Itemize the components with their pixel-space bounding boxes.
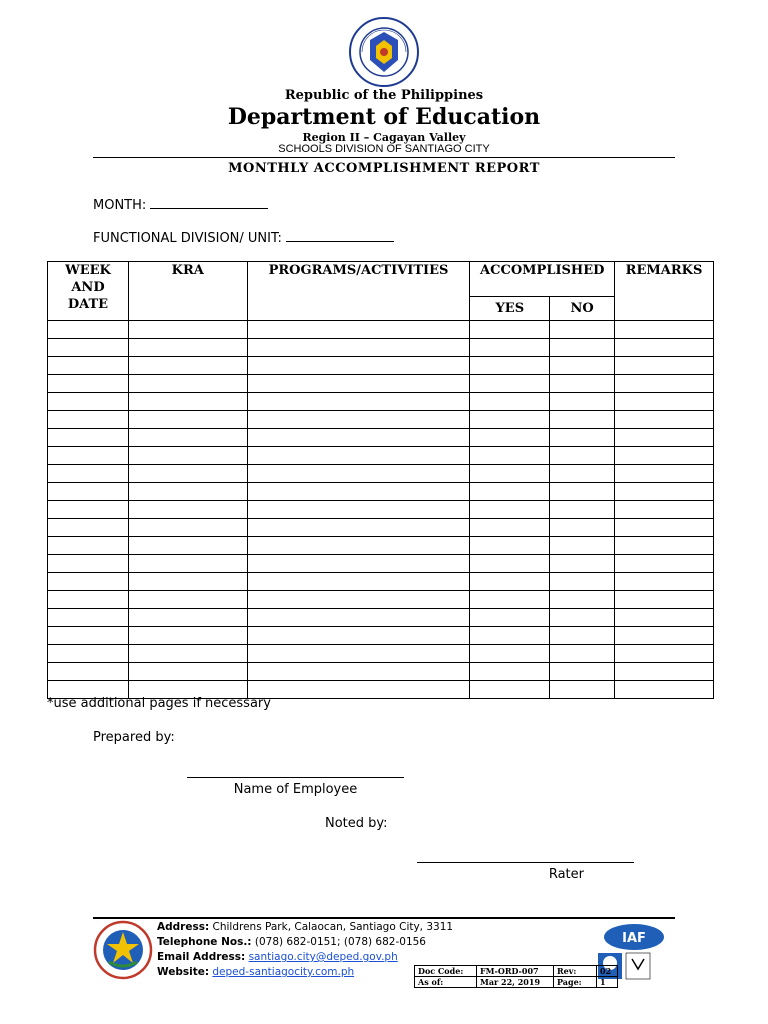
deped-seal-icon bbox=[348, 16, 420, 88]
cell-yes[interactable] bbox=[470, 411, 550, 429]
cell-kra[interactable] bbox=[128, 609, 247, 627]
month-field bbox=[93, 195, 268, 213]
header-yes: YES bbox=[470, 296, 550, 320]
cell-yes[interactable] bbox=[470, 555, 550, 573]
cell-programs[interactable] bbox=[247, 339, 470, 357]
cell-yes[interactable] bbox=[470, 447, 550, 465]
cell-yes[interactable] bbox=[470, 609, 550, 627]
address-value: Childrens Park, Calaocan, Santiago City, 3311 bbox=[212, 921, 454, 933]
header-week-date: WEEK AND DATE bbox=[48, 262, 129, 321]
cell-kra[interactable] bbox=[128, 357, 247, 375]
table-row bbox=[48, 537, 714, 555]
cell-programs[interactable] bbox=[247, 681, 470, 699]
cell-week-date[interactable] bbox=[48, 501, 129, 519]
cell-no[interactable] bbox=[550, 609, 615, 627]
cell-remarks[interactable] bbox=[615, 591, 714, 609]
table-body bbox=[48, 321, 714, 699]
cell-no[interactable] bbox=[550, 375, 615, 393]
unit-input-line[interactable] bbox=[286, 228, 394, 242]
cell-week-date[interactable] bbox=[48, 447, 129, 465]
cell-kra[interactable] bbox=[128, 411, 247, 429]
cell-no[interactable] bbox=[550, 519, 615, 537]
cell-remarks[interactable] bbox=[615, 321, 714, 339]
cell-programs[interactable] bbox=[247, 411, 470, 429]
cell-no[interactable] bbox=[550, 393, 615, 411]
cell-week-date[interactable] bbox=[48, 357, 129, 375]
cell-remarks[interactable] bbox=[615, 501, 714, 519]
cell-kra[interactable] bbox=[128, 375, 247, 393]
cell-yes[interactable] bbox=[470, 519, 550, 537]
cell-yes[interactable] bbox=[470, 393, 550, 411]
cell-kra[interactable] bbox=[128, 321, 247, 339]
header-kra: KRA bbox=[128, 262, 247, 321]
cell-week-date[interactable] bbox=[48, 321, 129, 339]
cell-programs[interactable] bbox=[247, 321, 470, 339]
cell-week-date[interactable] bbox=[48, 591, 129, 609]
noted-by-label: Noted by: bbox=[325, 816, 388, 831]
doc-code-value: FM-ORD-007 bbox=[477, 966, 554, 977]
cell-programs[interactable] bbox=[247, 663, 470, 681]
cell-programs[interactable] bbox=[247, 501, 470, 519]
table-row bbox=[48, 357, 714, 375]
unit-field bbox=[93, 228, 394, 246]
cell-programs[interactable] bbox=[247, 609, 470, 627]
cell-no[interactable] bbox=[550, 591, 615, 609]
republic-heading: Republic of the Philippines bbox=[284, 88, 484, 103]
table-row bbox=[48, 375, 714, 393]
cell-week-date[interactable] bbox=[48, 393, 129, 411]
cell-yes[interactable] bbox=[470, 321, 550, 339]
email-label: Email Address: bbox=[157, 951, 246, 963]
cell-remarks[interactable] bbox=[615, 483, 714, 501]
cell-yes[interactable] bbox=[470, 537, 550, 555]
cell-no[interactable] bbox=[550, 645, 615, 663]
cell-kra[interactable] bbox=[128, 519, 247, 537]
cell-remarks[interactable] bbox=[615, 429, 714, 447]
cell-no[interactable] bbox=[550, 663, 615, 681]
table-row bbox=[48, 555, 714, 573]
cell-programs[interactable] bbox=[247, 645, 470, 663]
cell-programs[interactable] bbox=[247, 393, 470, 411]
cell-no[interactable] bbox=[550, 537, 615, 555]
cell-remarks[interactable] bbox=[615, 411, 714, 429]
department-heading: Department of Education bbox=[227, 104, 541, 130]
cell-no[interactable] bbox=[550, 357, 615, 375]
cell-no[interactable] bbox=[550, 447, 615, 465]
cell-week-date[interactable] bbox=[48, 537, 129, 555]
website-link[interactable]: deped-santiagocity.com.ph bbox=[212, 966, 355, 978]
cell-programs[interactable] bbox=[247, 519, 470, 537]
cell-kra[interactable] bbox=[128, 555, 247, 573]
cell-kra[interactable] bbox=[128, 627, 247, 645]
as-of-label: As of: bbox=[415, 977, 477, 988]
email-link[interactable]: santiago.city@deped.gov.ph bbox=[248, 951, 398, 963]
cell-remarks[interactable] bbox=[615, 609, 714, 627]
cell-remarks[interactable] bbox=[615, 645, 714, 663]
address-line bbox=[157, 920, 453, 935]
rater-label: Rater bbox=[548, 867, 584, 882]
cell-remarks[interactable] bbox=[615, 465, 714, 483]
cell-week-date[interactable] bbox=[48, 645, 129, 663]
cell-programs[interactable] bbox=[247, 483, 470, 501]
cell-kra[interactable] bbox=[128, 663, 247, 681]
cell-kra[interactable] bbox=[128, 501, 247, 519]
cell-yes[interactable] bbox=[470, 357, 550, 375]
division-seal-icon bbox=[93, 920, 153, 980]
cell-remarks[interactable] bbox=[615, 555, 714, 573]
cell-yes[interactable] bbox=[470, 375, 550, 393]
phone-line bbox=[157, 935, 453, 950]
cell-remarks[interactable] bbox=[615, 393, 714, 411]
cell-kra[interactable] bbox=[128, 447, 247, 465]
table-row bbox=[48, 591, 714, 609]
report-title: MONTHLY ACCOMPLISHMENT REPORT bbox=[228, 161, 540, 176]
table-row bbox=[48, 501, 714, 519]
cell-no[interactable] bbox=[550, 681, 615, 699]
cell-no[interactable] bbox=[550, 339, 615, 357]
cell-yes[interactable] bbox=[470, 501, 550, 519]
table-row bbox=[48, 627, 714, 645]
header-divider bbox=[93, 157, 675, 158]
cell-week-date[interactable] bbox=[48, 555, 129, 573]
cell-remarks[interactable] bbox=[615, 681, 714, 699]
cell-no[interactable] bbox=[550, 465, 615, 483]
cell-no[interactable] bbox=[550, 501, 615, 519]
cell-no[interactable] bbox=[550, 411, 615, 429]
cell-remarks[interactable] bbox=[615, 375, 714, 393]
cell-remarks[interactable] bbox=[615, 537, 714, 555]
cell-kra[interactable] bbox=[128, 537, 247, 555]
cell-week-date[interactable] bbox=[48, 375, 129, 393]
phone-value: (078) 682-0151; (078) 682-0156 bbox=[254, 936, 426, 948]
rev-value: 02 bbox=[597, 966, 618, 977]
cell-week-date[interactable] bbox=[48, 627, 129, 645]
page-label: Page: bbox=[554, 977, 597, 988]
table-row bbox=[48, 663, 714, 681]
cell-no[interactable] bbox=[550, 321, 615, 339]
cell-kra[interactable] bbox=[128, 645, 247, 663]
cell-remarks[interactable] bbox=[615, 663, 714, 681]
cell-programs[interactable] bbox=[247, 357, 470, 375]
phone-label: Telephone Nos.: bbox=[157, 936, 252, 948]
as-of-value: Mar 22, 2019 bbox=[477, 977, 554, 988]
table-row bbox=[48, 519, 714, 537]
prepared-by-label: Prepared by: bbox=[93, 730, 175, 745]
table-row bbox=[48, 465, 714, 483]
cell-yes[interactable] bbox=[470, 591, 550, 609]
cell-kra[interactable] bbox=[128, 393, 247, 411]
cell-yes[interactable] bbox=[470, 681, 550, 699]
cell-yes[interactable] bbox=[470, 645, 550, 663]
table-row bbox=[48, 321, 714, 339]
rev-label: Rev: bbox=[554, 966, 597, 977]
employee-name-label: Name of Employee bbox=[233, 782, 358, 797]
table-row bbox=[48, 339, 714, 357]
cell-yes[interactable] bbox=[470, 483, 550, 501]
header-programs: PROGRAMS/ACTIVITIES bbox=[247, 262, 470, 321]
table-row bbox=[48, 447, 714, 465]
cell-yes[interactable] bbox=[470, 429, 550, 447]
cell-no[interactable] bbox=[550, 573, 615, 591]
cell-week-date[interactable] bbox=[48, 519, 129, 537]
table-row bbox=[48, 483, 714, 501]
website-line bbox=[157, 965, 453, 980]
footer-divider bbox=[93, 917, 675, 919]
cell-remarks[interactable] bbox=[615, 573, 714, 591]
rater-signature-line[interactable] bbox=[417, 862, 634, 863]
cell-kra[interactable] bbox=[128, 573, 247, 591]
cell-programs[interactable] bbox=[247, 591, 470, 609]
cell-programs[interactable] bbox=[247, 447, 470, 465]
cell-remarks[interactable] bbox=[615, 627, 714, 645]
table-row bbox=[48, 411, 714, 429]
report-table bbox=[47, 261, 714, 699]
cell-yes[interactable] bbox=[470, 339, 550, 357]
cell-week-date[interactable] bbox=[48, 339, 129, 357]
employee-signature-line[interactable] bbox=[187, 777, 404, 778]
header-remarks: REMARKS bbox=[615, 262, 714, 321]
cell-programs[interactable] bbox=[247, 627, 470, 645]
cell-kra[interactable] bbox=[128, 339, 247, 357]
table-row bbox=[48, 645, 714, 663]
cell-programs[interactable] bbox=[247, 573, 470, 591]
address-label: Address: bbox=[157, 921, 210, 933]
cell-week-date[interactable] bbox=[48, 663, 129, 681]
cell-remarks[interactable] bbox=[615, 339, 714, 357]
unit-label: FUNCTIONAL DIVISION/ UNIT: bbox=[93, 231, 282, 246]
cell-week-date[interactable] bbox=[48, 465, 129, 483]
cell-no[interactable] bbox=[550, 429, 615, 447]
cell-yes[interactable] bbox=[470, 465, 550, 483]
cell-programs[interactable] bbox=[247, 375, 470, 393]
page-value: 1 bbox=[597, 977, 618, 988]
cell-yes[interactable] bbox=[470, 573, 550, 591]
contact-block bbox=[157, 920, 453, 980]
month-input-line[interactable] bbox=[150, 195, 268, 209]
cell-kra[interactable] bbox=[128, 465, 247, 483]
region-heading: Region II – Cagayan Valley bbox=[302, 131, 466, 144]
month-label: MONTH: bbox=[93, 198, 147, 213]
cell-kra[interactable] bbox=[128, 429, 247, 447]
cell-week-date[interactable] bbox=[48, 573, 129, 591]
division-heading: SCHOOLS DIVISION OF SANTIAGO CITY bbox=[278, 143, 490, 155]
cell-week-date[interactable] bbox=[48, 609, 129, 627]
cell-no[interactable] bbox=[550, 627, 615, 645]
cell-yes[interactable] bbox=[470, 663, 550, 681]
cell-week-date[interactable] bbox=[48, 411, 129, 429]
iaf-text: IAF bbox=[622, 931, 646, 946]
cell-yes[interactable] bbox=[470, 627, 550, 645]
cell-no[interactable] bbox=[550, 483, 615, 501]
table-row bbox=[48, 609, 714, 627]
footnote: *use additional pages if necessary bbox=[47, 696, 271, 711]
cell-remarks[interactable] bbox=[615, 447, 714, 465]
cell-kra[interactable] bbox=[128, 483, 247, 501]
table-row bbox=[48, 429, 714, 447]
table-row bbox=[48, 573, 714, 591]
cell-programs[interactable] bbox=[247, 555, 470, 573]
doc-code-label: Doc Code: bbox=[415, 966, 477, 977]
cell-kra[interactable] bbox=[128, 591, 247, 609]
website-label: Website: bbox=[157, 966, 210, 978]
table-row bbox=[48, 393, 714, 411]
cell-no[interactable] bbox=[550, 555, 615, 573]
email-line bbox=[157, 950, 453, 965]
header-accomplished: ACCOMPLISHED bbox=[470, 262, 615, 297]
cell-programs[interactable] bbox=[247, 429, 470, 447]
document-control-table bbox=[414, 965, 618, 988]
cell-programs[interactable] bbox=[247, 465, 470, 483]
cell-remarks[interactable] bbox=[615, 357, 714, 375]
cell-week-date[interactable] bbox=[48, 483, 129, 501]
cell-week-date[interactable] bbox=[48, 429, 129, 447]
cell-remarks[interactable] bbox=[615, 519, 714, 537]
header-no: NO bbox=[550, 296, 615, 320]
cell-programs[interactable] bbox=[247, 537, 470, 555]
